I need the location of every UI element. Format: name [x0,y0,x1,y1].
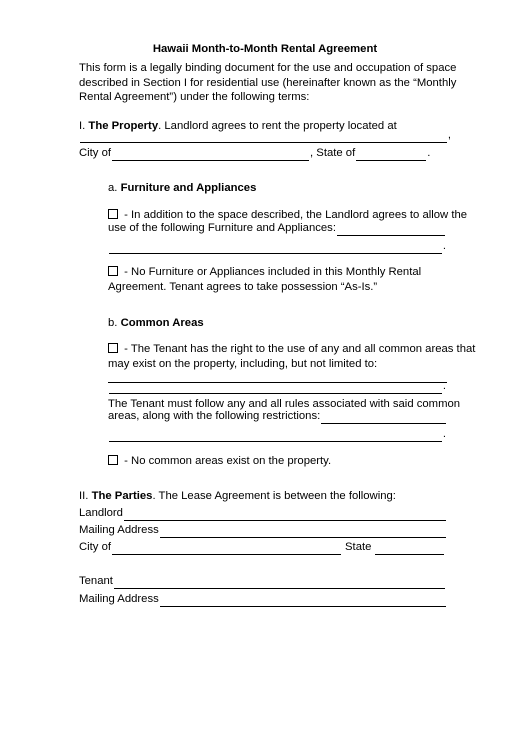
no-common-areas-checkbox[interactable] [108,455,118,465]
landlord-name-field[interactable] [124,509,446,521]
common-areas-checkbox[interactable] [108,343,118,353]
common-areas-field-2[interactable] [109,382,442,394]
tenant-mailing-label: Mailing Address [79,593,159,606]
restrictions-row-2: . [108,428,446,442]
tenant-row [79,575,446,589]
tenant-mailing-field[interactable] [160,595,446,607]
document-title: Hawaii Month-to-Month Rental Agreement [152,43,378,55]
furniture-list-row: . [108,240,446,254]
furniture-option1-line1: - In addition to the space described, the Landlord agrees to allow the [108,208,467,223]
tenant-label: Tenant [79,575,113,588]
landlord-city-row [79,541,445,555]
property-state-field[interactable] [356,149,426,161]
no-furniture-checkbox[interactable] [108,266,118,276]
common-areas-row-2: . [108,380,446,394]
landlord-row [79,507,447,521]
furniture-option2-line2: Agreement. Tenant agrees to take possession “As-Is.” [108,281,378,293]
city-label: City of [79,147,112,160]
landlord-state-field[interactable] [375,543,444,555]
furniture-included-checkbox[interactable] [108,209,118,219]
landlord-mailing-label: Mailing Address [79,524,159,537]
landlord-city-field[interactable] [112,543,341,555]
section-parties-heading: II. The Parties. The Lease Agreement is between the following: [79,490,396,502]
landlord-mailing-field[interactable] [160,526,446,538]
rules-line2: areas, along with the following restrictions: [108,410,447,424]
landlord-mailing-row [79,524,447,538]
property-address-field[interactable] [80,131,447,143]
restrictions-field[interactable] [321,412,446,424]
landlord-label: Landlord [79,507,123,520]
property-city-row: City of , State of . [79,147,431,160]
no-common-areas-option: - No common areas exist on the property. [108,454,331,469]
furniture-list-field-2[interactable] [109,242,442,254]
furniture-heading: a. Furniture and Appliances [108,182,257,194]
common-option1-line1: - The Tenant has the right to the use of any and all common areas that [108,342,475,357]
furniture-option2-line1: - No Furniture or Appliances included in this Monthly Rental [108,265,421,280]
furniture-list-field[interactable] [337,224,445,236]
property-address-row: , [79,129,451,143]
restrictions-field-2[interactable] [109,430,442,442]
intro-paragraph: This form is a legally binding document for the use and occupation of space described in Section I for residential use (hereinafter known as the “Monthly Rental Agreement”) under the following terms: [79,62,457,103]
common-option1-line2: may exist on the property, including, but not limited to: [108,358,378,370]
common-areas-heading: b. Common Areas [108,317,204,329]
property-city-field[interactable] [112,149,309,161]
landlord-city-label: City of [79,541,112,554]
landlord-state-label: State [345,541,372,554]
tenant-name-field[interactable] [114,577,445,589]
state-label: , State of [310,147,356,160]
tenant-mailing-row [79,593,447,607]
furniture-option1-line2: use of the following Furniture and Appliances: [108,222,446,236]
section-property-heading: I. The Property. Landlord agrees to rent the property located at [79,120,397,132]
rules-line1: The Tenant must follow any and all rules associated with said common [108,398,461,410]
